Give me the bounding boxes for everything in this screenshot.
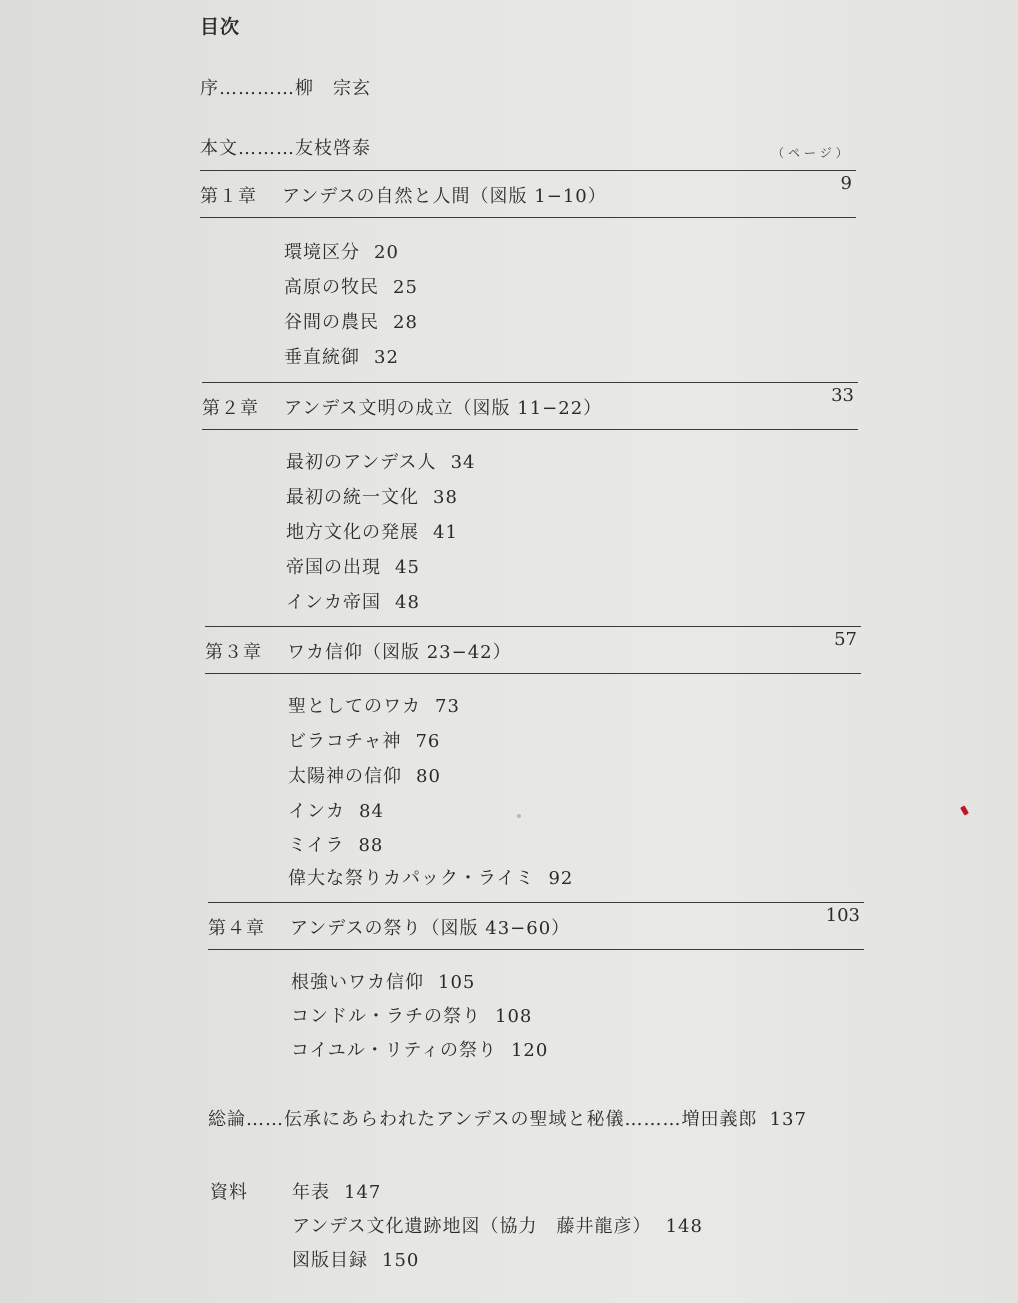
list-item: インカ帝国 48 — [286, 592, 420, 613]
list-item: アンデス文化遺跡地図（協力 藤井龍彦） 148 — [292, 1216, 703, 1237]
paper-speck — [517, 814, 521, 818]
general-discussion-entry: 総論……伝承にあらわれたアンデスの聖域と秘儀………増田義郎 137 — [208, 1109, 807, 1130]
list-item: 最初の統一文化 38 — [286, 487, 458, 508]
list-item: 垂直統御 32 — [284, 347, 399, 368]
materials-label: 資料 — [210, 1182, 248, 1203]
chapter-2-title: アンデス文明の成立（図版 11−22） — [284, 398, 603, 419]
chapter-3-title: ワカ信仰（図版 23−42） — [287, 642, 512, 663]
page-column-label: （ページ） — [772, 146, 852, 160]
list-item: インカ 84 — [288, 801, 384, 822]
chapter-3-label: 第３章 — [205, 642, 262, 663]
preface-entry: 序…………柳 宗玄 — [200, 78, 371, 99]
chapter-4-label: 第４章 — [208, 918, 265, 939]
list-item: コイユル・リティの祭り 120 — [291, 1040, 549, 1061]
list-item: 太陽神の信仰 80 — [288, 766, 441, 787]
list-item: ビラコチャ神 76 — [288, 731, 441, 752]
chapter-1-label: 第１章 — [200, 186, 257, 207]
list-item: 図版目録 150 — [292, 1250, 420, 1271]
list-item: 高原の牧民 25 — [284, 277, 418, 298]
list-item: 環境区分 20 — [284, 242, 399, 263]
red-speck — [960, 805, 969, 815]
list-item: 帝国の出現 45 — [286, 557, 420, 578]
list-item: 根強いワカ信仰 105 — [291, 972, 476, 993]
toc-title: 目次 — [200, 16, 241, 38]
list-item: 聖としてのワカ 73 — [288, 696, 460, 717]
list-item: 地方文化の発展 41 — [286, 522, 458, 543]
main-text-entry: 本文………友枝啓泰 — [200, 138, 371, 159]
list-item: 偉大な祭りカパック・ライミ 92 — [288, 868, 574, 889]
chapter-1-header — [200, 170, 856, 218]
list-item: 年表 147 — [292, 1182, 382, 1203]
chapter-2-header — [202, 382, 858, 430]
list-item: 谷間の農民 28 — [284, 312, 418, 333]
chapter-4-page: 103 — [825, 905, 860, 926]
chapter-4-header — [208, 902, 864, 950]
chapter-2-page: 33 — [831, 385, 854, 406]
chapter-4-title: アンデスの祭り（図版 43−60） — [290, 918, 571, 939]
chapter-1-page: 9 — [840, 173, 852, 194]
chapter-2-label: 第２章 — [202, 398, 259, 419]
list-item: コンドル・ラチの祭り 108 — [291, 1006, 533, 1027]
chapter-1-title: アンデスの自然と人間（図版 1−10） — [282, 186, 607, 207]
chapter-3-header — [205, 626, 861, 674]
chapter-3-page: 57 — [834, 629, 857, 650]
list-item: ミイラ 88 — [288, 835, 384, 856]
list-item: 最初のアンデス人 34 — [286, 452, 476, 473]
